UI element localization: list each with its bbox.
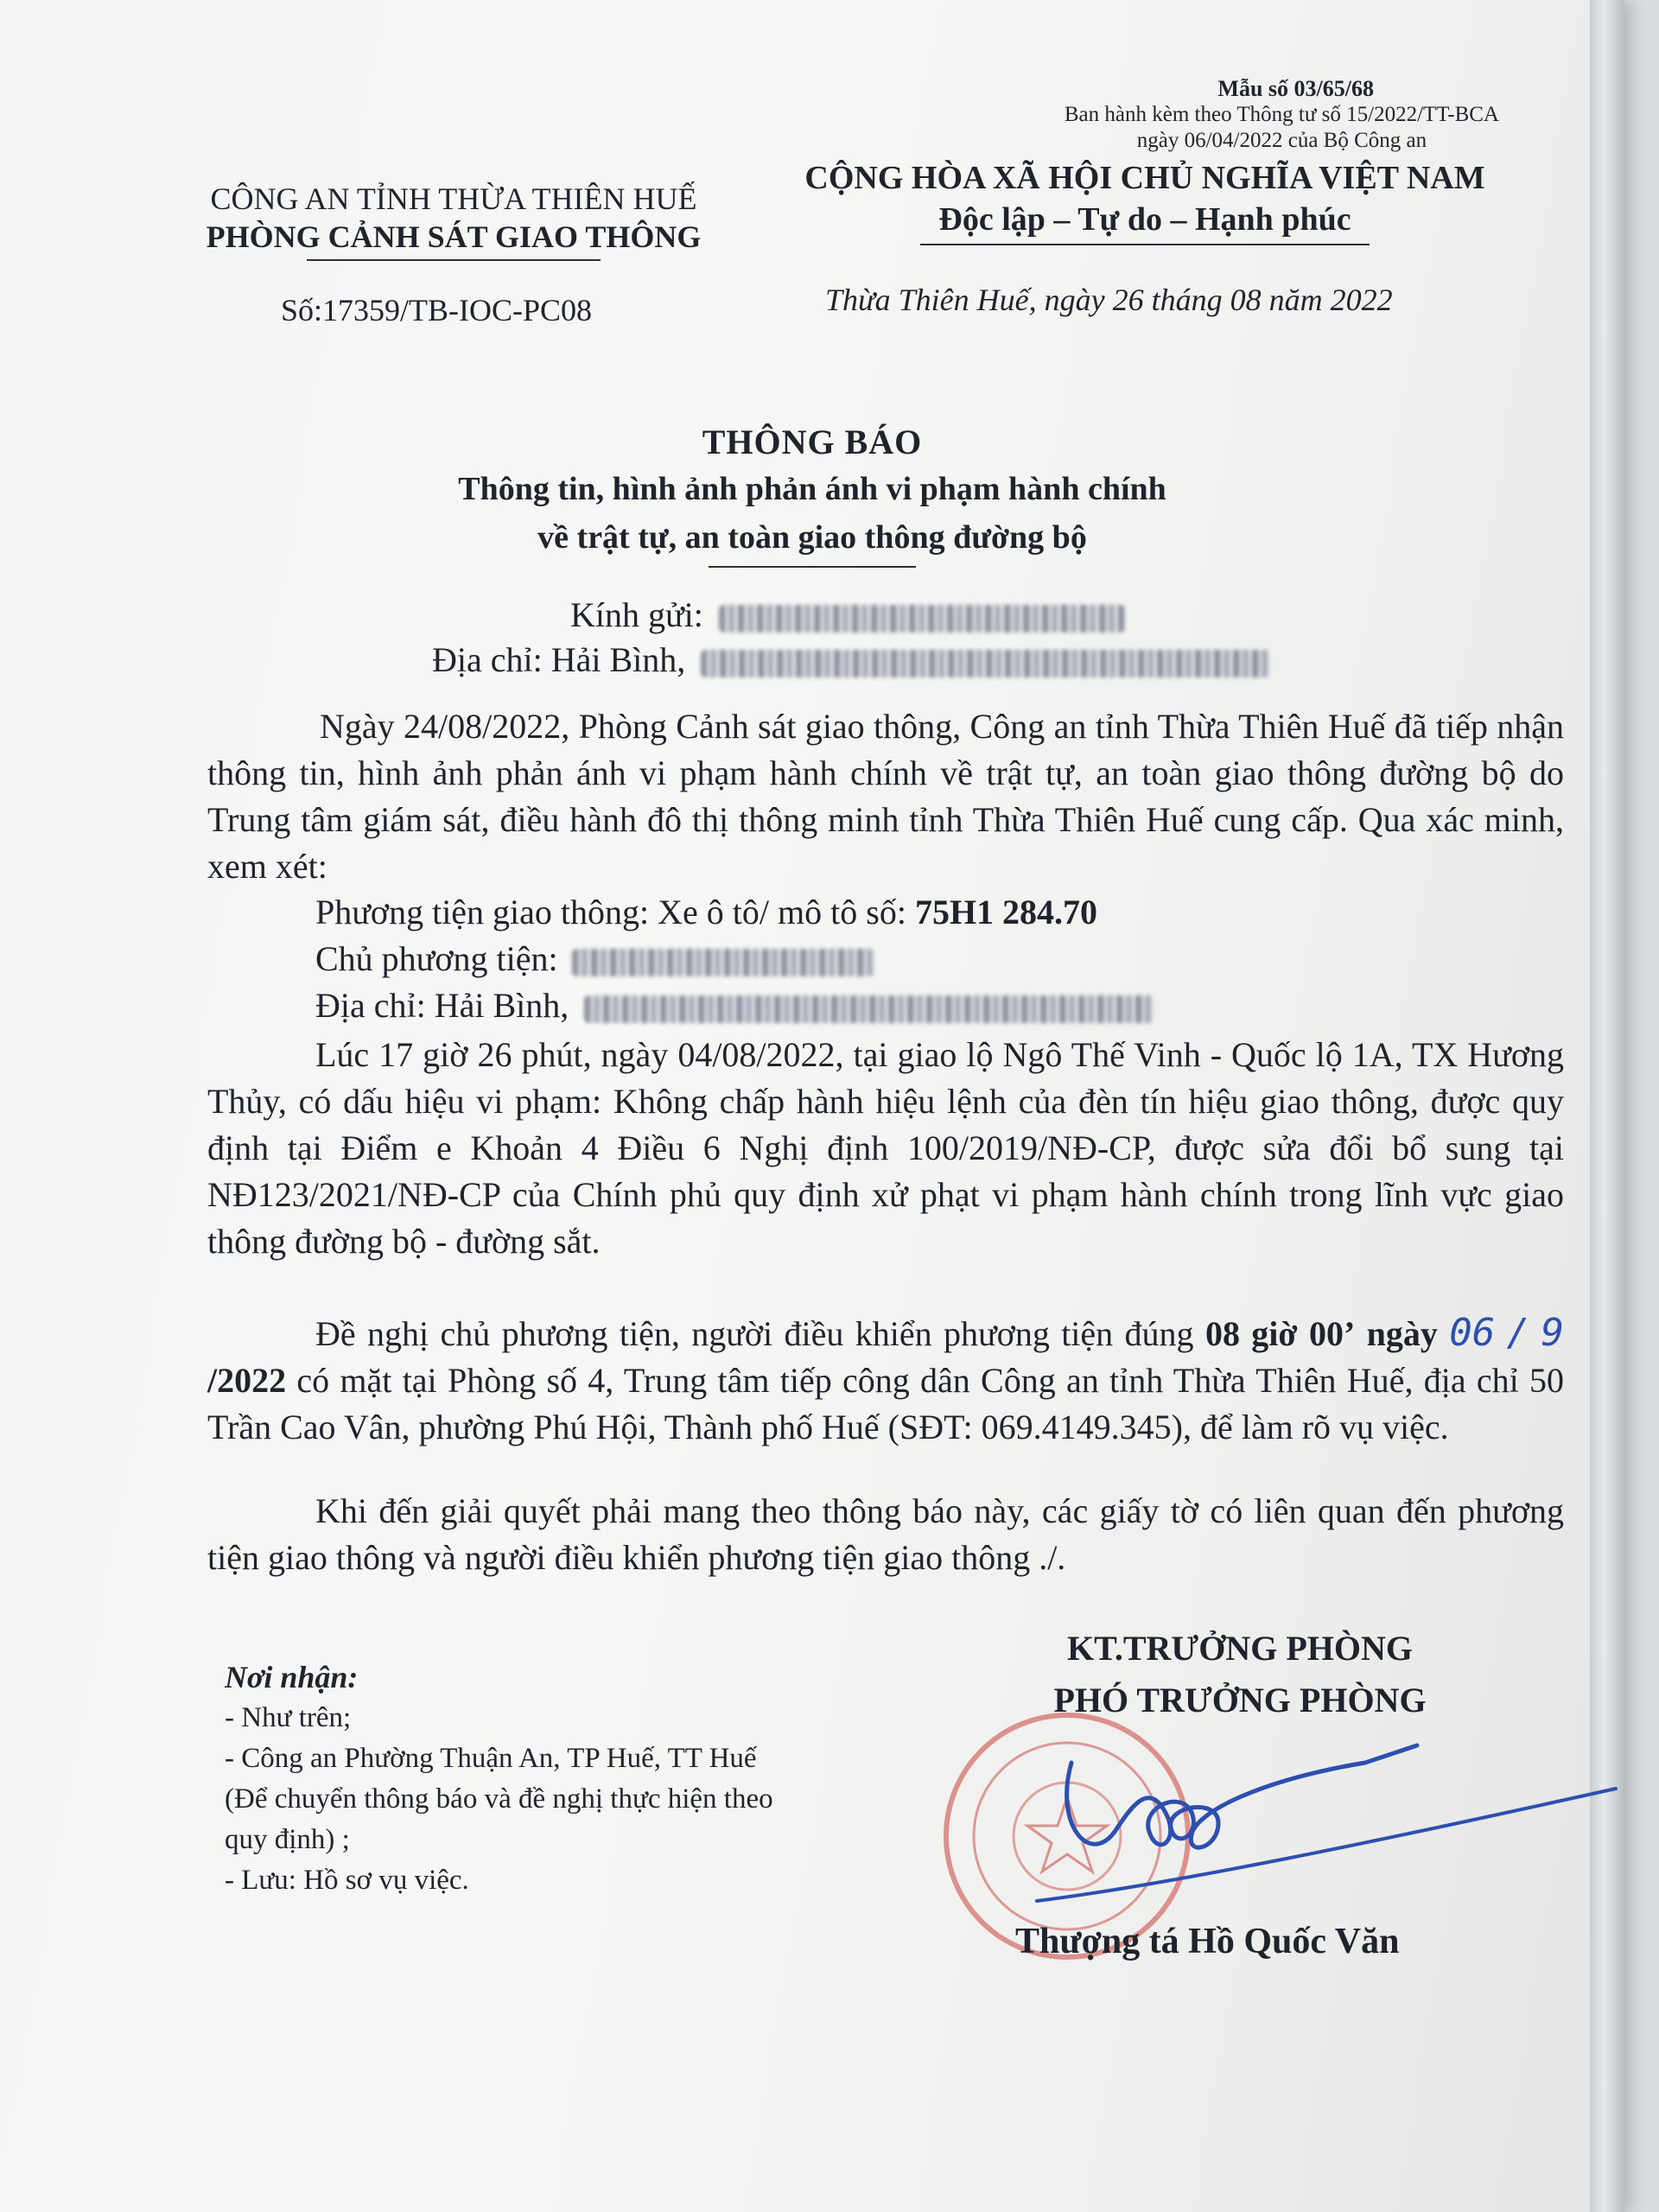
- recipient-address-line: [432, 639, 1271, 680]
- recipient-item: - Lưu: Hồ sơ vụ việc.: [225, 1865, 469, 1896]
- summons-text-post: có mặt tại Phòng số 4, Trung tâm tiếp công dân Công an tỉnh Thừa Thiên Huế, địa chỉ 50 Trần Cao Vân, phường Phú Hội, Thành phố Huế (SĐT: 069.4149.345), để làm rõ vụ việc.: [207, 1361, 1564, 1446]
- title-main: THÔNG BÁO: [702, 423, 923, 461]
- recipient-line: [570, 594, 1125, 635]
- title-sub1: Thông tin, hình ảnh phản ánh vi phạm hành chính: [458, 471, 1166, 507]
- motto-divider: [920, 244, 1370, 245]
- recipient-item: - Như trên;: [225, 1702, 352, 1733]
- summons-year: /2022: [207, 1361, 287, 1400]
- agency-name: CÔNG AN TỈNH THỪA THIÊN HUẾ: [210, 181, 697, 216]
- handwritten-signature-icon: [1020, 1728, 1624, 1927]
- paragraph-documents: Khi đến giải quyết phải mang theo thông báo này, các giấy tờ có liên quan đến phương tiện giao thông và người điều khiển phương tiện giao thông ./.: [207, 1491, 1564, 1577]
- owner-label: Chủ phương tiện:: [315, 939, 558, 978]
- summons-text-pre: Đề nghị chủ phương tiện, người điều khiển phương tiện đúng: [315, 1314, 1194, 1353]
- paragraph-violation: Lúc 17 giờ 26 phút, ngày 04/08/2022, tại giao lộ Ngô Thế Vinh - Quốc lộ 1A, TX Hương Thủy, có dấu hiệu vi phạm: Không chấp hành hiệu lệnh của đèn tín hiệu giao thông, được quy định tại Điểm e Khoản 4 Điều 6 Nghị định 100/2019/NĐ-CP, được sửa đổi bổ sung tại NĐ123/2021/NĐ-CP của Chính phủ quy định xử phạt vi phạm hành chính trong lĩnh vực giao thông đường bộ - đường sắt.: [207, 1035, 1564, 1261]
- recipients-heading: Nơi nhận:: [225, 1660, 359, 1694]
- recipient-item: - Công an Phường Thuận An, TP Huế, TT Huế: [225, 1743, 757, 1774]
- signature-title-1: KT.TRƯỞNG PHÒNG: [1067, 1629, 1413, 1668]
- paragraph-summons: [207, 1310, 1564, 1451]
- document-number: Số:17359/TB-IOC-PC08: [281, 293, 593, 327]
- owner-line: [315, 938, 874, 979]
- recipients-block: [225, 1657, 773, 1901]
- signer-name: Thượng tá Hồ Quốc Văn: [1015, 1922, 1400, 1961]
- paragraph-intro: Ngày 24/08/2022, Phòng Cảnh sát giao thông, Công an tỉnh Thừa Thiên Huế đã tiếp nhận thông tin, hình ảnh phản ánh vi phạm hành chính về trật tự, an toàn giao thông đường bộ do Trung tâm giám sát, điều hành đô thị thông minh tỉnh Thừa Thiên Huế cung cấp. Qua xác minh, xem xét:: [207, 707, 1564, 886]
- national-heading: [769, 157, 1521, 245]
- vehicle-label: Phương tiện giao thông: Xe ô tô/ mô tô số:: [315, 893, 906, 931]
- document-title: [432, 422, 1192, 568]
- agency-divider: [307, 259, 601, 261]
- department-name: PHÒNG CẢNH SÁT GIAO THÔNG: [206, 219, 702, 254]
- recipient-item: (Để chuyển thông báo và đề nghị thực hiện theo: [225, 1783, 773, 1815]
- handwritten-day: 06: [1449, 1311, 1496, 1355]
- form-issued-line1: Ban hành kèm theo Thông tư số 15/2022/TT-BCA: [1064, 103, 1499, 126]
- form-code: Mẫu số 03/65/68: [1217, 76, 1374, 101]
- handwritten-separator: /: [1506, 1311, 1530, 1355]
- form-issued-note: [1065, 102, 1499, 154]
- title-sub2: về trật tự, an toàn giao thông đường bộ: [537, 519, 1087, 556]
- place-date: Thừa Thiên Huế, ngày 26 tháng 08 năm 2022: [825, 283, 1393, 317]
- license-plate: 75H1 284.70: [914, 893, 1098, 931]
- redacted-recipient-address: [701, 650, 1271, 677]
- recipient-address-label: Địa chỉ: Hải Bình,: [432, 640, 686, 679]
- redacted-owner-name: [572, 949, 874, 976]
- owner-address-label: Địa chỉ: Hải Bình,: [315, 986, 569, 1025]
- national-motto: Độc lập – Tự do – Hạnh phúc: [938, 201, 1351, 238]
- summons-time: 08 giờ 00’: [1205, 1314, 1356, 1353]
- signature-block: [938, 1623, 1542, 1726]
- redacted-recipient-name: [719, 605, 1125, 632]
- form-issued-line2: ngày 06/04/2022 của Bộ Công an: [1136, 129, 1427, 152]
- handwritten-month: 9: [1541, 1311, 1565, 1355]
- issuing-agency: [173, 180, 734, 261]
- vehicle-line: [315, 892, 1097, 932]
- recipient-label: Kính gửi:: [570, 595, 703, 634]
- redacted-owner-address: [584, 995, 1154, 1023]
- signature-title-2: PHÓ TRƯỞNG PHÒNG: [1053, 1681, 1427, 1719]
- title-divider: [709, 566, 916, 568]
- recipient-item: quy định) ;: [225, 1824, 350, 1855]
- nation-name: CỘNG HÒA XÃ HỘI CHỦ NGHĨA VIỆT NAM: [804, 160, 1485, 196]
- owner-address-line: [315, 985, 1154, 1026]
- summons-day-label: ngày: [1366, 1314, 1438, 1353]
